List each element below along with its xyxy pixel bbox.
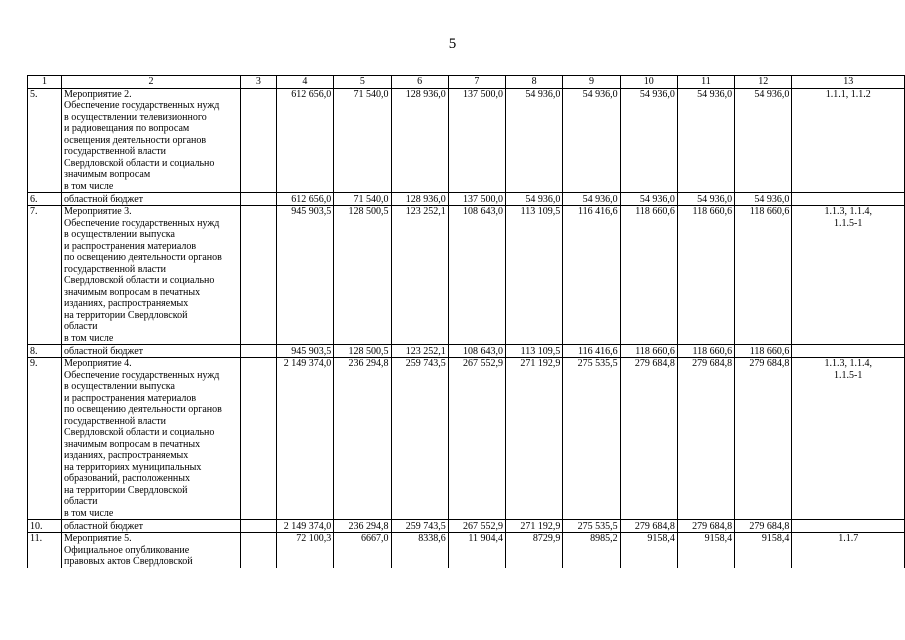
amount-cell: 259 743,5	[391, 520, 448, 533]
activity-name-line: образований, расположенных	[64, 473, 190, 484]
activity-name-line: государственной власти	[64, 415, 166, 427]
amount-cell: 118 660,6	[677, 206, 734, 345]
row-number-cell: 6.	[28, 193, 62, 206]
activity-name-line: и распространения материалов	[64, 392, 197, 404]
activity-name-line: Мероприятие 5.	[64, 533, 132, 544]
amount-cell: 54 936,0	[677, 193, 734, 206]
amount-cell: 271 192,9	[506, 358, 563, 520]
amount-cell: 54 936,0	[620, 193, 677, 206]
activity-row	[28, 88, 905, 193]
activity-name-line: значимым вопросам в печатных	[64, 286, 201, 298]
target-code-line: 1.1.5-1	[834, 217, 863, 229]
amount-cell: 54 936,0	[563, 193, 620, 206]
column-3-cell	[241, 88, 277, 193]
amount-cell: 54 936,0	[563, 88, 620, 193]
amount-cell: 54 936,0	[677, 88, 734, 193]
target-code-cell	[792, 358, 905, 520]
amount-cell: 945 903,5	[276, 206, 334, 345]
row-number-cell: 10.	[28, 520, 62, 533]
activity-name-line: и радиовещания по вопросам	[64, 123, 190, 134]
header-cell: 4	[276, 76, 334, 89]
amount-cell: 6667,0	[334, 533, 391, 568]
amount-cell: 118 660,6	[735, 345, 792, 358]
activity-name-line: значимым вопросам	[64, 169, 151, 180]
activity-name-line: в осуществлении телевизионного	[64, 111, 207, 123]
activity-name-line: Мероприятие 3.	[64, 206, 132, 217]
amount-cell: 137 500,0	[448, 193, 505, 206]
amount-cell: 279 684,8	[677, 358, 734, 520]
amount-cell: 128 500,5	[334, 206, 391, 345]
header-cell: 8	[506, 76, 563, 89]
activity-name-line: по освещению деятельности органов	[64, 252, 222, 263]
amount-cell: 128 500,5	[334, 345, 391, 358]
activity-name-line: Мероприятие 4.	[64, 358, 132, 369]
amount-cell: 118 660,6	[735, 206, 792, 345]
amount-cell: 123 252,1	[391, 206, 448, 345]
activity-name-line: Обеспечение государственных нужд	[64, 369, 220, 381]
target-code-line: 1.1.3, 1.1.4,	[824, 358, 872, 369]
column-3-cell	[241, 533, 277, 568]
activity-name-line: Официальное опубликование	[64, 544, 190, 556]
amount-cell: 123 252,1	[391, 345, 448, 358]
activity-name-line: Обеспечение государственных нужд	[64, 217, 220, 229]
header-cell: 2	[62, 76, 241, 89]
amount-cell: 2 149 374,0	[276, 358, 334, 520]
amount-cell: 128 936,0	[391, 88, 448, 193]
budget-table	[27, 75, 905, 568]
amount-cell: 108 643,0	[448, 206, 505, 345]
activity-name-line: в осуществлении выпуска	[64, 229, 175, 240]
activity-name-line: изданиях, распространяемых	[64, 450, 189, 461]
activity-name-line: областной бюджет	[64, 520, 144, 532]
target-code-cell	[792, 520, 905, 533]
amount-cell: 279 684,8	[735, 520, 792, 533]
column-3-cell	[241, 193, 277, 206]
activity-name-cell	[62, 345, 241, 358]
amount-cell: 236 294,8	[334, 520, 391, 533]
amount-cell: 275 535,5	[563, 520, 620, 533]
activity-name-cell	[62, 206, 241, 345]
row-number-cell: 11.	[28, 533, 62, 568]
amount-cell: 8729,9	[506, 533, 563, 568]
amount-cell: 116 416,6	[563, 206, 620, 345]
activity-name-line: Обеспечение государственных нужд	[64, 100, 220, 111]
activity-row	[28, 533, 905, 568]
activity-name-line: государственной власти	[64, 263, 166, 275]
amount-cell: 72 100,3	[276, 533, 334, 568]
amount-cell: 108 643,0	[448, 345, 505, 358]
amount-cell: 54 936,0	[735, 193, 792, 206]
header-cell: 10	[620, 76, 677, 89]
activity-row	[28, 358, 905, 520]
amount-cell: 267 552,9	[448, 520, 505, 533]
activity-name-line: государственной власти	[64, 146, 166, 157]
page-number: 5	[448, 36, 457, 52]
header-cell: 6	[391, 76, 448, 89]
header-cell: 3	[241, 76, 277, 89]
amount-cell: 236 294,8	[334, 358, 391, 520]
activity-name-cell	[62, 193, 241, 206]
amount-cell: 71 540,0	[334, 193, 391, 206]
column-3-cell	[241, 520, 277, 533]
target-code-cell	[792, 88, 905, 193]
activity-name-cell	[62, 520, 241, 533]
amount-cell: 8338,6	[391, 533, 448, 568]
target-code-line: 1.1.7	[838, 533, 859, 544]
target-code-cell	[792, 206, 905, 345]
amount-cell: 71 540,0	[334, 88, 391, 193]
row-number-cell: 9.	[28, 358, 62, 520]
header-cell: 7	[448, 76, 505, 89]
activity-name-line: значимым вопросам в печатных	[64, 438, 201, 450]
activity-name-line: и распространения материалов	[64, 240, 197, 252]
activity-name-line: изданиях, распространяемых	[64, 298, 189, 309]
amount-cell: 113 109,5	[506, 206, 563, 345]
amount-cell: 118 660,6	[620, 206, 677, 345]
activity-name-line: на территории Свердловской	[64, 309, 188, 321]
header-cell: 13	[792, 76, 905, 89]
target-code-line: 1.1.1, 1.1.2	[825, 88, 871, 100]
activity-name-line: области	[64, 496, 98, 507]
amount-cell: 271 192,9	[506, 520, 563, 533]
target-code-cell	[792, 533, 905, 568]
activity-name-line: в том числе	[64, 507, 114, 519]
target-code-cell	[792, 345, 905, 358]
header-row	[28, 76, 905, 89]
activity-name-line: в осуществлении выпуска	[64, 381, 175, 392]
amount-cell: 113 109,5	[506, 345, 563, 358]
budget-row	[28, 193, 905, 206]
header-cell: 12	[735, 76, 792, 89]
amount-cell: 54 936,0	[506, 88, 563, 193]
activity-name-line: в том числе	[64, 332, 114, 344]
column-3-cell	[241, 358, 277, 520]
header-cell: 11	[677, 76, 734, 89]
amount-cell: 612 656,0	[276, 88, 334, 193]
amount-cell: 945 903,5	[276, 345, 334, 358]
activity-name-line: в том числе	[64, 180, 114, 192]
amount-cell: 8985,2	[563, 533, 620, 568]
activity-name-cell	[62, 88, 241, 193]
activity-name-line: на территориях муниципальных	[64, 461, 202, 473]
budget-row	[28, 520, 905, 533]
amount-cell: 11 904,4	[448, 533, 505, 568]
amount-cell: 54 936,0	[620, 88, 677, 193]
activity-name-cell	[62, 358, 241, 520]
budget-row	[28, 345, 905, 358]
target-code-line: 1.1.3, 1.1.4,	[824, 206, 872, 217]
amount-cell: 279 684,8	[620, 358, 677, 520]
header-cell: 9	[563, 76, 620, 89]
activity-name-line: по освещению деятельности органов	[64, 404, 222, 415]
amount-cell: 259 743,5	[391, 358, 448, 520]
header-cell: 1	[28, 76, 62, 89]
target-code-line: 1.1.5-1	[834, 369, 863, 381]
activity-name-cell	[62, 533, 241, 568]
amount-cell: 118 660,6	[677, 345, 734, 358]
amount-cell: 137 500,0	[448, 88, 505, 193]
activity-name-line: Свердловской области и социально	[64, 157, 215, 169]
column-3-cell	[241, 345, 277, 358]
header-cell: 5	[334, 76, 391, 89]
amount-cell: 54 936,0	[735, 88, 792, 193]
activity-name-line: Мероприятие 2.	[64, 88, 132, 100]
activity-name-line: областной бюджет	[64, 193, 144, 205]
activity-row	[28, 206, 905, 345]
activity-name-line: правовых актов Свердловской	[64, 556, 193, 567]
activity-name-line: области	[64, 321, 98, 332]
amount-cell: 54 936,0	[506, 193, 563, 206]
amount-cell: 9158,4	[677, 533, 734, 568]
amount-cell: 279 684,8	[620, 520, 677, 533]
activity-name-line: Свердловской области и социально	[64, 275, 215, 286]
activity-name-line: Свердловской области и социально	[64, 427, 215, 438]
amount-cell: 267 552,9	[448, 358, 505, 520]
row-number-cell: 5.	[28, 88, 62, 193]
target-code-cell	[792, 193, 905, 206]
amount-cell: 118 660,6	[620, 345, 677, 358]
amount-cell: 279 684,8	[677, 520, 734, 533]
activity-name-line: областной бюджет	[64, 345, 144, 357]
column-3-cell	[241, 206, 277, 345]
amount-cell: 9158,4	[735, 533, 792, 568]
amount-cell: 2 149 374,0	[276, 520, 334, 533]
amount-cell: 116 416,6	[563, 345, 620, 358]
amount-cell: 612 656,0	[276, 193, 334, 206]
row-number-cell: 8.	[28, 345, 62, 358]
amount-cell: 279 684,8	[735, 358, 792, 520]
activity-name-line: освещения деятельности органов	[64, 134, 207, 146]
activity-name-line: на территории Свердловской	[64, 484, 188, 496]
row-number-cell: 7.	[28, 206, 62, 345]
amount-cell: 9158,4	[620, 533, 677, 568]
amount-cell: 275 535,5	[563, 358, 620, 520]
amount-cell: 128 936,0	[391, 193, 448, 206]
